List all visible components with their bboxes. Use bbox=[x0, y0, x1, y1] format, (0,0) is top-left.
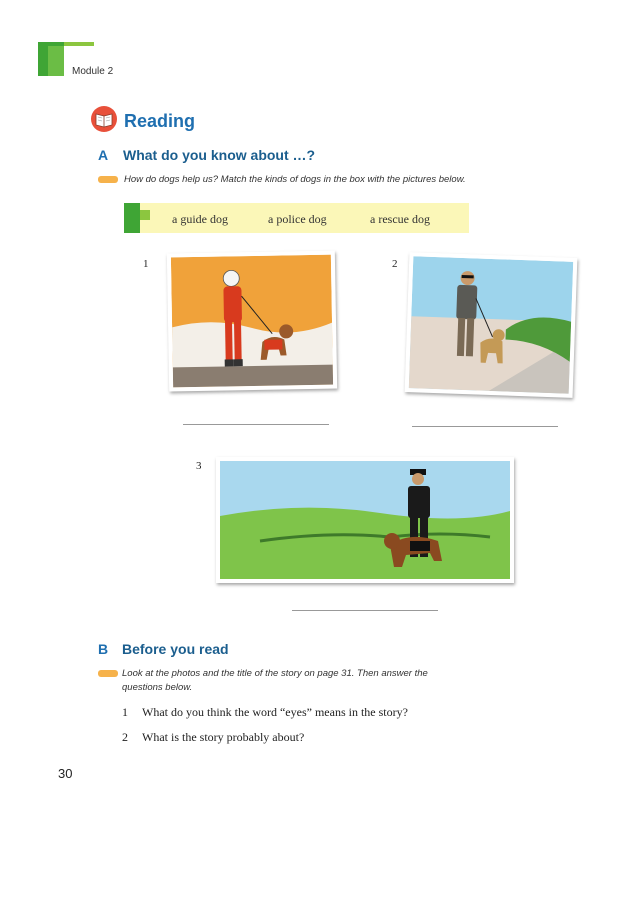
section-b-instruction-1: Look at the photos and the title of the story on page 31. Then answer the bbox=[122, 668, 428, 679]
module-tab-accent bbox=[48, 46, 64, 76]
police-dog-illustration bbox=[220, 461, 510, 579]
word-guide-dog: a guide dog bbox=[172, 212, 228, 226]
section-b-letter: B bbox=[98, 641, 109, 657]
instruction-marker-b bbox=[98, 670, 118, 677]
section-b-instruction-2: questions below. bbox=[122, 682, 193, 693]
picture-3 bbox=[216, 457, 514, 583]
word-box-accent-small bbox=[140, 210, 150, 220]
question-1-number: 1 bbox=[122, 705, 128, 719]
rescue-worker-illustration bbox=[171, 255, 333, 388]
section-a-title: What do you know about …? bbox=[123, 147, 316, 163]
section-a-instruction: How do dogs help us? Match the kinds of dogs in the box with the pictures below. bbox=[124, 174, 466, 185]
guide-dog-illustration bbox=[409, 256, 574, 394]
page-number: 30 bbox=[58, 766, 73, 781]
word-police-dog: a police dog bbox=[268, 212, 327, 226]
module-label: Module 2 bbox=[72, 66, 114, 77]
book-icon bbox=[90, 105, 118, 133]
answer-line-1[interactable] bbox=[183, 424, 329, 425]
word-rescue-dog: a rescue dog bbox=[370, 212, 430, 226]
module-tab-line bbox=[64, 42, 94, 46]
picture-1 bbox=[167, 251, 337, 392]
answer-line-3[interactable] bbox=[292, 610, 438, 611]
question-1-text: What do you think the word “eyes” means in the story? bbox=[142, 705, 408, 719]
picture-2-number: 2 bbox=[392, 258, 398, 270]
picture-2 bbox=[405, 252, 578, 398]
answer-line-2[interactable] bbox=[412, 426, 558, 427]
picture-3-number: 3 bbox=[196, 460, 202, 472]
question-2-number: 2 bbox=[122, 730, 128, 744]
picture-1-number: 1 bbox=[143, 258, 149, 270]
question-2-text: What is the story probably about? bbox=[142, 730, 305, 744]
section-b-title: Before you read bbox=[122, 641, 229, 657]
instruction-marker bbox=[98, 176, 118, 183]
section-a-letter: A bbox=[98, 147, 109, 163]
reading-title: Reading bbox=[124, 111, 196, 131]
word-box-accent bbox=[124, 203, 140, 233]
